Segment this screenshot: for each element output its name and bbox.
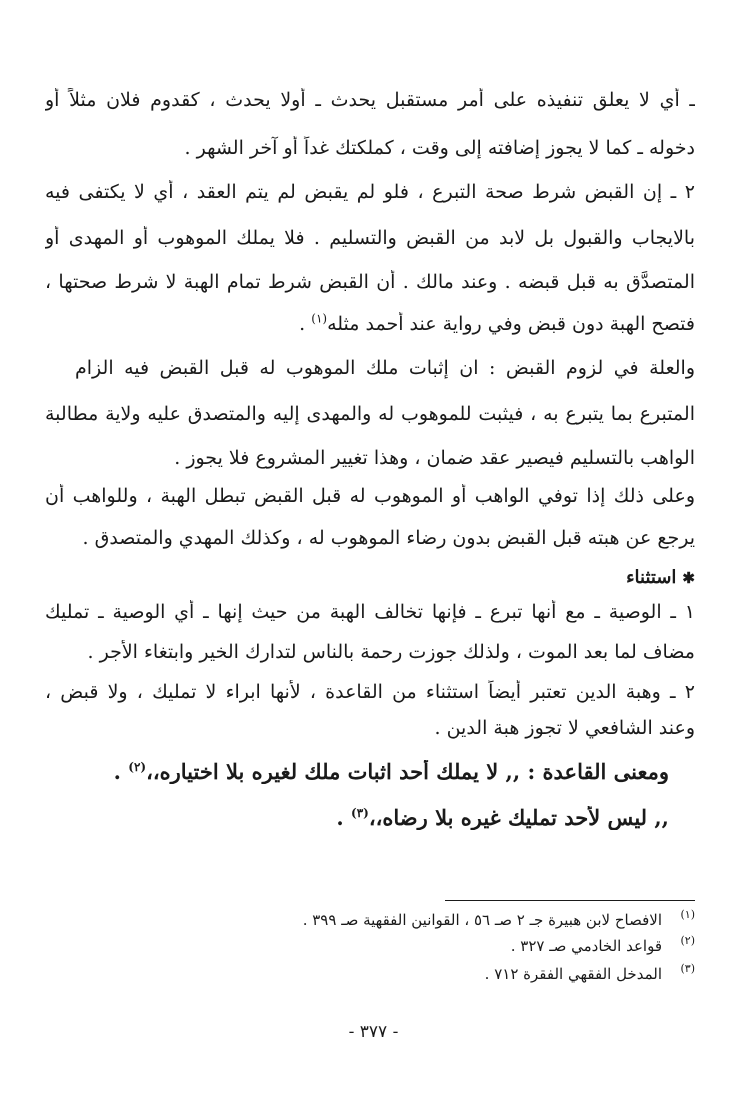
footnote-ref-3[interactable]: (٣) [351, 806, 369, 820]
footnote-number-3: (٣) [680, 962, 695, 975]
line-end-period: . [299, 313, 312, 335]
line-end-period: . [113, 760, 129, 784]
body-line-9: الواهب بالتسليم فيصير عقد ضمان ، وهذا تغيير المشروع فلا يجوز . [174, 447, 695, 469]
body-line-5: المتصدَّق به قبل قبضه . وعند مالك . أن القبض شرط تمام الهبة لا شرط صحتها ، [45, 271, 695, 293]
footnote-number-2: (٢) [680, 934, 695, 947]
page-number: - ٣٧٧ - [348, 1022, 399, 1042]
body-line-2: دخوله ـ كما لا يجوز إضافته إلى وقت ، كملكتك غداً أو آخر الشهر . [184, 137, 695, 159]
body-line-11: يرجع عن هبته قبل القبض بدون رضاء الموهوب له ، وكذلك المهدي والمتصدق . [82, 527, 695, 549]
rule-meaning-line-1 [49, 760, 669, 784]
rule-meaning-text-2: ,, ليس لأحد تمليك غيره بلا رضاه،، [368, 806, 669, 830]
footnote-2: قواعد الخادمي صـ ٣٢٧ . [510, 937, 662, 955]
body-line-6 [45, 312, 695, 336]
body-line-8: المتبرع بما يتبرع به ، فيثبت للموهوب له والمهدى إليه والمتصدق عليه ولاية مطالبة [45, 403, 695, 425]
footnote-1: الافصاح لابن هبيرة جـ ٢ صـ ٥٦ ، القوانين الفقهية صـ ٣٩٩ . [302, 911, 662, 929]
body-line-14: مضاف لما بعد الموت ، ولذلك جوزت رحمة بالناس لتدارك الخير وابتغاء الأجر . [87, 641, 695, 663]
rule-meaning-text-1: ومعنى القاعدة : ,, لا يملك أحد اثبات ملك لغيره بلا اختياره،، [146, 760, 669, 784]
footnote-number-1: (١) [680, 908, 695, 921]
footnote-3: المدخل الفقهي الفقرة ٧١٢ . [484, 965, 662, 983]
body-line-13: ١ ـ الوصية ـ مع أنها تبرع ـ فإنها تخالف الهبة من حيث إنها ـ أي الوصية ـ تمليك [45, 601, 695, 623]
asterisk-icon: ✱ [682, 569, 695, 587]
body-line-16: وعند الشافعي لا تجوز هبة الدين . [434, 717, 695, 739]
body-line-4: بالايجاب والقبول بل لابد من القبض والتسليم . فلا يملك الموهوب أو المهدى أو [45, 227, 695, 249]
footnote-ref-1[interactable]: (١) [311, 312, 328, 326]
body-line-6-text: فتصح الهبة دون قبض وفي رواية عند أحمد مثله [327, 313, 695, 335]
body-line-15: ٢ ـ وهبة الدين تعتبر أيضاً استثناء من القاعدة ، لأنها ابراء لا تمليك ، ولا قبض ، [45, 681, 695, 703]
body-line-10: وعلى ذلك إذا توفي الواهب أو الموهوب له قبل القبض تبطل الهبة ، وللواهب أن [45, 485, 695, 507]
section-heading-istithna [45, 566, 695, 590]
body-line-7: والعلة في لزوم القبض : ان إثبات ملك الموهوب له قبل القبض فيه الزام [75, 357, 695, 379]
line-end-period: . [336, 806, 351, 830]
body-line-3: ٢ ـ إن القبض شرط صحة التبرع ، فلو لم يقبض لم يتم العقد ، أي لا يكتفى فيه [45, 181, 695, 203]
footnote-ref-2[interactable]: (٢) [128, 760, 147, 774]
rule-meaning-line-2 [49, 806, 669, 830]
section-heading-text: استثناء [626, 567, 677, 588]
body-line-1: ـ أي لا يعلق تنفيذه على أمر مستقبل يحدث ـ أولا يحدث ، كقدوم فلان مثلاً أو [45, 89, 695, 111]
footnote-divider [445, 900, 695, 901]
